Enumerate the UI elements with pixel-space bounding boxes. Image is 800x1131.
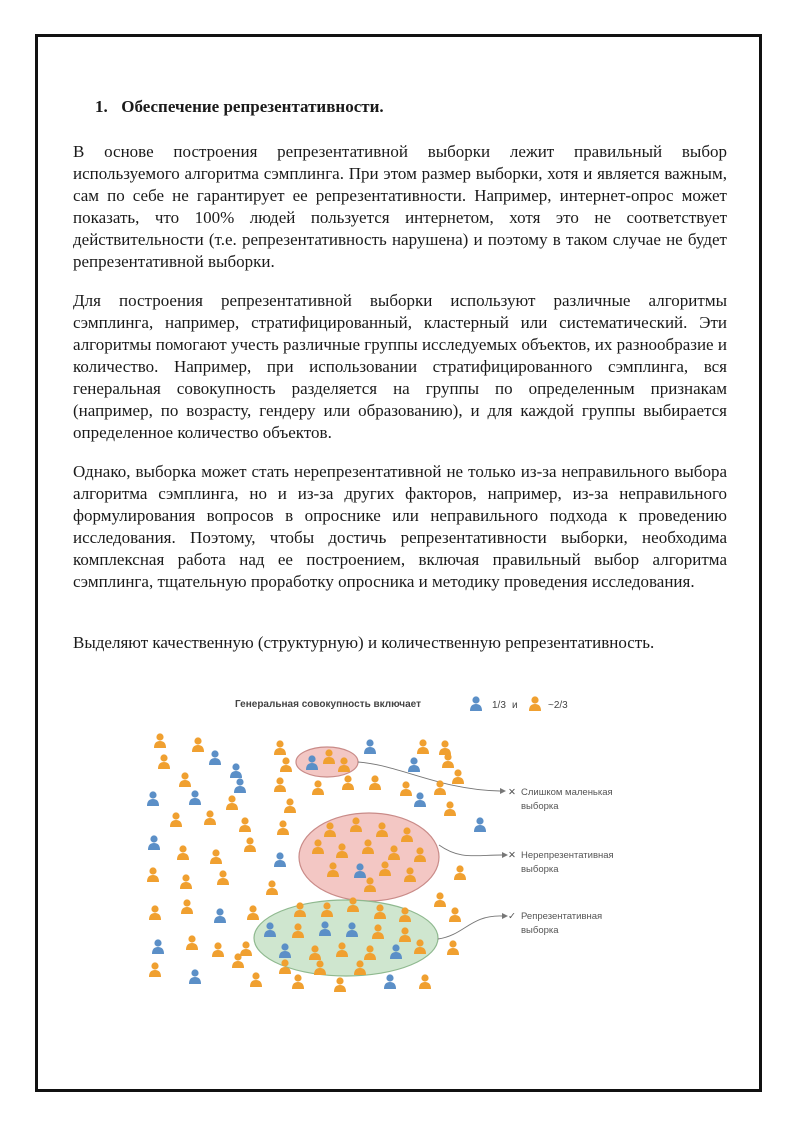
legend-orange-person-icon [529,696,541,711]
blue-person-icon [384,974,396,989]
orange-person-icon [454,865,466,880]
orange-person-icon [280,757,292,772]
orange-person-icon [444,801,456,816]
orange-person-icon [400,781,412,796]
sampling-illustration [120,685,680,1015]
paragraph-2: Для построения репрезентативной выборки используют различные алгоритмы сэмплинга, например, стратифицированный, кластерный или систематический. Эти алгоритмы помогают учесть различные группы исследуемых объектов, их разнообразие и количество. Например, при использовании стратифицированного сэмплинга, вся генеральная совокупность разделяется на группы по определенным признакам (например, по возрасту, гендеру или образованию), и для каждой группы выбирается определенное количество объектов. [73,291,727,442]
arrow-representative [438,916,502,939]
orange-person-icon [158,754,170,769]
orange-person-icon [274,740,286,755]
orange-person-icon [180,874,192,889]
section-number: 1. [95,97,108,116]
blue-person-icon [189,790,201,805]
paragraph-1: В основе построения репрезентативной выборки лежит правильный выбор используемого алгоритма сэмплинга. При этом размер выборки, хотя и является важным, сам по себе не гарантирует ее репрезентативности. Например, интернет-опрос может показать, что 100% людей пользуется интернетом, хотя это не соответствует действительности (т.е. репрезентативность нарушена) и поэтому в таком случае не будет репрезентативной выборки. [73,142,727,271]
orange-person-icon [147,867,159,882]
orange-person-icon [284,798,296,813]
orange-person-icon [177,845,189,860]
orange-person-icon [342,775,354,790]
orange-person-icon [179,772,191,787]
orange-person-icon [170,812,182,827]
blue-person-icon [230,763,242,778]
orange-person-icon [240,941,252,956]
callout-mark-rep: ✓ [508,911,516,922]
blue-person-icon [209,750,221,765]
arrow-nonrepresentative [439,845,502,856]
orange-person-icon [217,870,229,885]
arrowhead-small-sample [500,788,506,794]
orange-person-icon [417,739,429,754]
representative-sample-ellipse [254,900,438,976]
callout-mark-nonrep: ✕ [508,850,516,861]
orange-person-icon [369,775,381,790]
callout-nonrep-line2: выборка [521,864,559,875]
callout-nonrep-line1: Нерепрезентативная [521,850,614,861]
orange-person-icon [334,977,346,992]
blue-person-icon [364,739,376,754]
orange-person-icon [186,935,198,950]
blue-person-icon [148,835,160,850]
blue-person-icon [234,778,246,793]
sampling-diagram [120,685,680,1015]
orange-person-icon [239,817,251,832]
legend-orange-label: ~2/3 [548,700,568,711]
orange-person-icon [149,905,161,920]
orange-person-icon [212,942,224,957]
callout-small-line2: выборка [521,801,559,812]
orange-person-icon [266,880,278,895]
paragraph-4: Выделяют качественную (структурную) и количественную репрезентативность. [73,633,655,652]
blue-person-icon [408,757,420,772]
orange-person-icon [452,769,464,784]
blue-person-icon [274,852,286,867]
callout-rep-line2: выборка [521,925,559,936]
orange-person-icon [442,753,454,768]
orange-person-icon [434,892,446,907]
orange-person-icon [277,820,289,835]
blue-person-icon [147,791,159,806]
blue-person-icon [189,969,201,984]
orange-person-icon [312,780,324,795]
orange-person-icon [226,795,238,810]
legend-blue-label: 1/3 [492,700,506,711]
blue-person-icon [214,908,226,923]
figure-title: Генеральная совокупность включает [235,699,421,710]
orange-person-icon [434,780,446,795]
blue-person-icon [474,817,486,832]
section-heading [95,97,384,117]
orange-person-icon [244,837,256,852]
orange-person-icon [439,740,451,755]
legend-connector: и [512,700,518,711]
orange-person-icon [419,974,431,989]
callout-small-line1: Слишком маленькая [521,787,613,798]
legend-blue-person [470,696,482,711]
orange-person-icon [154,733,166,748]
legend-orange-person [529,696,541,711]
orange-person-icon [274,777,286,792]
orange-person-icon [181,899,193,914]
orange-person-icon [247,905,259,920]
orange-person-icon [292,974,304,989]
paragraph-3: Однако, выборка может стать нерепрезентативной не только из-за неправильного выбора алгоритма сэмплинга, но и из-за других факторов, например, из-за неправильного формулирования вопросов в опроснике или неправильного подхода к проведению исследования. Поэтому, чтобы достичь репрезентативности выборки, необходима комплексная работа над ее построением, включая правильный выбор алгоритма сэмплинга, тщательную проработку опросника и методику проведения исследования. [73,462,727,591]
blue-person-icon [414,792,426,807]
legend-blue-person-icon [470,696,482,711]
blue-person-icon [152,939,164,954]
orange-person-icon [210,849,222,864]
orange-person-icon [192,737,204,752]
section-title: Обеспечение репрезентативности. [121,97,384,116]
orange-person-icon [149,962,161,977]
orange-person-icon [449,907,461,922]
callout-rep-line1: Репрезентативная [521,911,603,922]
orange-person-icon [204,810,216,825]
orange-person-icon [447,940,459,955]
orange-person-icon [250,972,262,987]
callout-mark-small: ✕ [508,787,516,798]
